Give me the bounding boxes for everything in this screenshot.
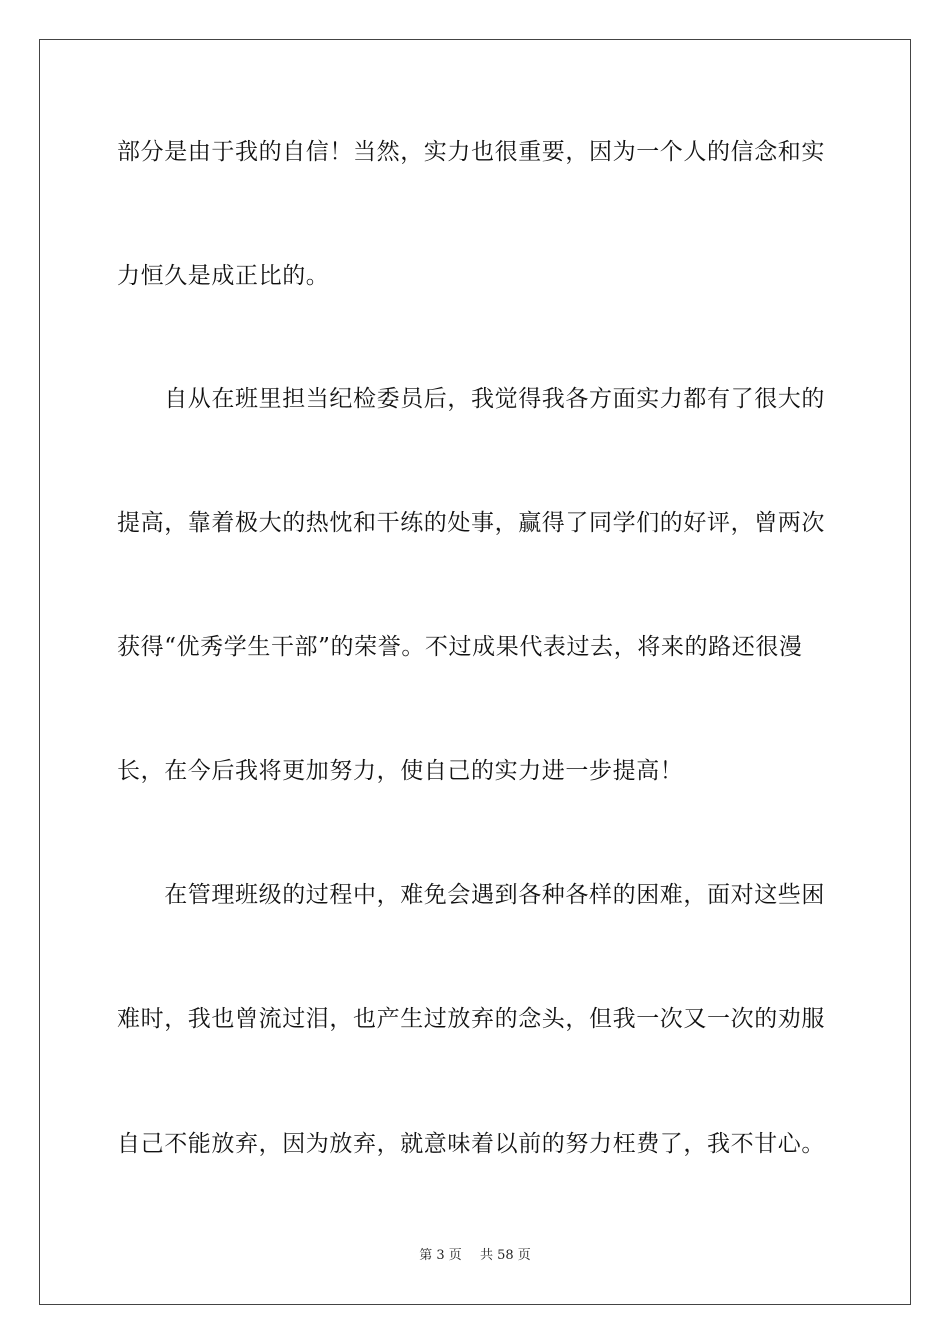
- text-line: 力恒久是成正比的。: [117, 263, 330, 289]
- text-line: 部分是由于我的自信！当然，实力也很重要，因为一个人的信念和实: [117, 139, 825, 165]
- page-total: 共 58 页: [479, 1248, 531, 1263]
- page-border: [39, 39, 911, 1305]
- text-line: 提高，靠着极大的热忱和干练的处事，赢得了同学们的好评，曾两次: [117, 510, 825, 536]
- text-line: 长，在今后我将更加努力，使自己的实力进一步提高！: [117, 758, 684, 784]
- page-number: 第 3 页: [419, 1248, 462, 1263]
- page-footer: [0, 1247, 950, 1265]
- text-line: 获得“优秀学生干部”的荣誉。不过成果代表过去，将来的路还很漫: [117, 634, 803, 660]
- text-line: 在管理班级的过程中，难免会遇到各种各样的困难，面对这些困: [117, 882, 825, 908]
- text-line: 难时，我也曾流过泪，也产生过放弃的念头，但我一次又一次的劝服: [117, 1006, 825, 1032]
- text-line: 自己不能放弃，因为放弃，就意味着以前的努力枉费了，我不甘心。: [117, 1131, 825, 1157]
- text-line: 自从在班里担当纪检委员后，我觉得我各方面实力都有了很大的: [117, 386, 825, 412]
